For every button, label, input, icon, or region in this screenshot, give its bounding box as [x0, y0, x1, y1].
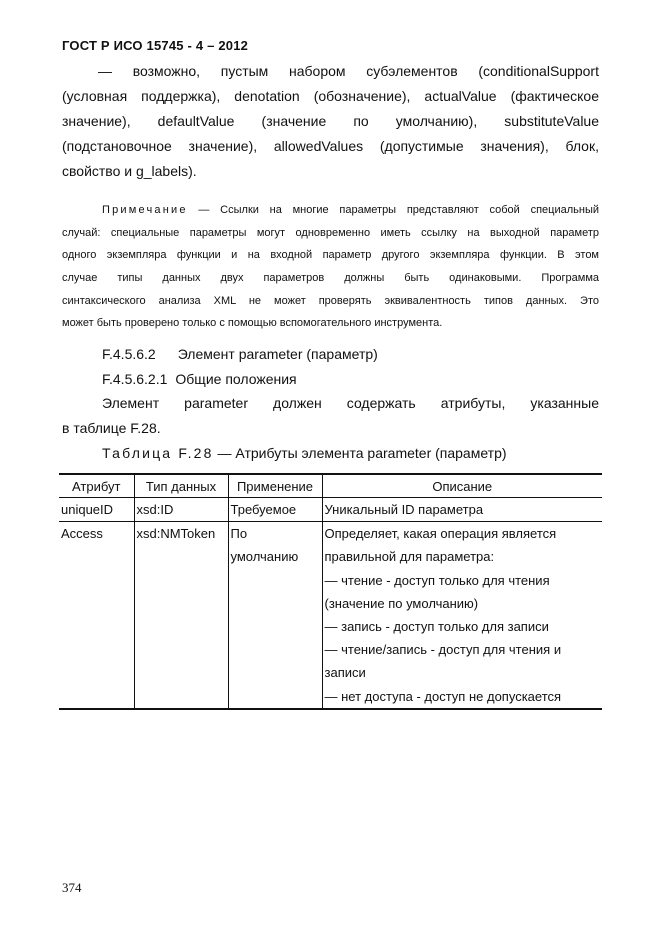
cell-description: Уникальный ID параметра — [322, 498, 602, 522]
text-line: — возможно, пустым набором субэлементов (conditionalSupport — [98, 63, 599, 79]
text-line: Элемент parameter должен содержать атрибуты, указанные — [102, 395, 599, 411]
table-caption-label: Таблица F.28 — [102, 445, 214, 461]
note-block — [62, 199, 599, 335]
table-header-row — [59, 474, 602, 498]
cell-description: Определяет, какая операция является правильной для параметра: — чтение - доступ только для чтения (значение по умолчанию) — запись - доступ только для записи — чтение/запись - доступ для чтения и записи — нет доступа - доступ не допускается — [322, 522, 602, 709]
note-text: — Ссылки на многие параметры представляют собой специальный — [187, 204, 599, 216]
note-line: синтаксического анализа XML не может проверять эквивалентность типов данных. Это — [62, 294, 599, 307]
note-label: Примечание — [102, 204, 188, 216]
cell-attribute: uniqueID — [59, 498, 134, 522]
column-header: Атрибут — [59, 474, 134, 498]
cell-attribute: Access — [59, 522, 134, 709]
cell-usage: По умолчанию — [228, 522, 322, 709]
cell-usage: Требуемое — [228, 498, 322, 522]
attributes-table — [59, 473, 602, 710]
subsection-number: F.4.5.6.2.1 — [102, 371, 168, 387]
cell-data-type: xsd:NMToken — [134, 522, 228, 709]
subsection-title: Общие положения — [175, 371, 297, 387]
table-row — [59, 498, 602, 522]
table-caption-text: — Атрибуты элемента parameter (параметр) — [213, 445, 507, 461]
note-first-line — [62, 199, 599, 222]
note-line: случай: специальные параметры могут одновременно иметь ссылку на выходной параметр — [62, 226, 599, 239]
table-caption — [102, 445, 507, 461]
text-line: значение), defaultValue (значение по умолчанию), substituteValue — [62, 113, 599, 129]
standard-header: ГОСТ Р ИСО 15745 - 4 – 2012 — [62, 38, 249, 53]
note-line: одного экземпляра функции и на входной параметр другого экземпляра функции. В этом — [62, 249, 599, 262]
text-line: в таблице F.28. — [62, 420, 161, 436]
text-line: (условная поддержка), denotation (обозначение), actualValue (фактическое — [62, 88, 599, 104]
section-number: F.4.5.6.2 — [102, 346, 156, 362]
column-header: Применение — [228, 474, 322, 498]
table-reference-paragraph — [62, 391, 599, 441]
page-number: 374 — [62, 880, 82, 895]
note-line: может быть проверено только с помощью вспомогательного инструмента. — [62, 317, 443, 330]
table-row — [59, 522, 602, 709]
cell-data-type: xsd:ID — [134, 498, 228, 522]
note-line: случае типы данных двух параметров должны быть одинаковыми. Программа — [62, 272, 599, 285]
text-line: (подстановочное значение), allowedValues (допустимые значения), блок, — [62, 138, 599, 154]
subelements-paragraph — [62, 59, 599, 184]
subsection-heading — [102, 371, 297, 387]
section-heading — [102, 346, 378, 362]
section-title: Элемент parameter (параметр) — [177, 346, 378, 362]
column-header: Описание — [322, 474, 602, 498]
text-line: свойство и g_labels). — [62, 163, 197, 179]
column-header: Тип данных — [134, 474, 228, 498]
